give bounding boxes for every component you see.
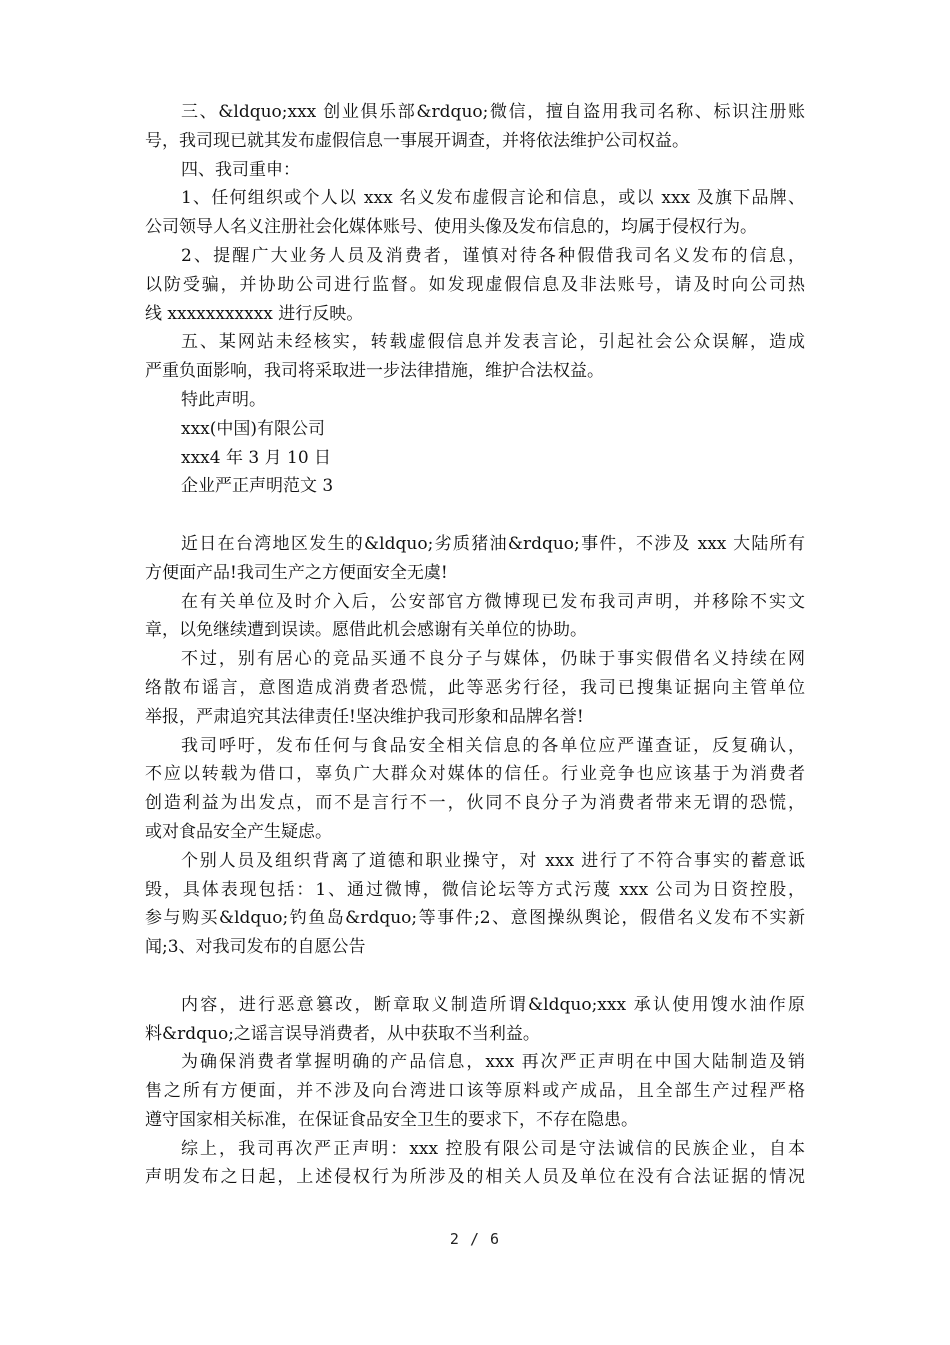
- text-line: 三、&ldquo;xxx 创业俱乐部&rdquo;微信，擅自盗用我司名称、标识注册账: [181, 102, 805, 122]
- text-line: 方便面产品!我司生产之方便面安全无虞!: [145, 562, 448, 583]
- text-line: 举报，严肃追究其法律责任!坚决维护我司形象和品牌名誉!: [145, 706, 584, 727]
- text-line: 创造利益为出发点，而不是言行不一，伙同不良分子为消费者带来无谓的恐慌，: [145, 793, 805, 814]
- text-line: 以防受骗，并协助公司进行监督。如发现虚假信息及非法账号，请及时向公司热: [145, 274, 805, 295]
- text-line: 个别人员及组织背离了道德和职业操守，对 xxx 进行了不符合事实的蓄意诋: [181, 850, 805, 871]
- text-line: 络散布谣言，意图造成消费者恐慌，此等恶劣行径，我司已搜集证据向主管单位: [145, 677, 805, 698]
- text-line: 在有关单位及时介入后，公安部官方微博现已发布我司声明，并移除不实文: [181, 591, 805, 612]
- text-line: 公司领导人名义注册社会化媒体账号、使用头像及发布信息的，均属于侵权行为。: [145, 217, 757, 238]
- text-line: 五、某网站未经核实，转载虚假信息并发表言论，引起社会公众误解，造成: [181, 332, 805, 353]
- text-line: 不应以转载为借口，辜负广大群众对媒体的信任。行业竞争也应该基于为消费者: [145, 764, 805, 785]
- text-line: 我司呼吁，发布任何与食品安全相关信息的各单位应严谨查证，反复确认，: [181, 735, 805, 756]
- text-line: 声明发布之日起，上述侵权行为所涉及的相关人员及单位在没有合法证据的情况: [145, 1167, 805, 1188]
- text-line: 毁，具体表现包括：1、通过微博，微信论坛等方式污蔑 xxx 公司为日资控股，: [145, 879, 805, 900]
- text-line: xxx4 年 3 月 10 日: [181, 447, 332, 468]
- text-line: 综上，我司再次严正声明：xxx 控股有限公司是守法诚信的民族企业，自本: [181, 1138, 805, 1159]
- text-line: 内容，进行恶意篡改，断章取义制造所谓&ldquo;xxx 承认使用馊水油作原: [181, 994, 805, 1015]
- text-line: 闻;3、对我司发布的自愿公告: [145, 937, 366, 958]
- text-line: 号，我司现已就其发布虚假信息一事展开调查，并将依法维护公司权益。: [145, 130, 689, 151]
- paragraph-gap: [145, 501, 805, 530]
- document-body: [145, 98, 805, 1192]
- text-line: 特此声明。: [181, 389, 266, 410]
- text-line: 或对食品安全产生疑虑。: [145, 821, 332, 842]
- text-line: 严重负面影响，我司将采取进一步法律措施，维护合法权益。: [145, 361, 604, 382]
- text-line: 为确保消费者掌握明确的产品信息，xxx 再次严正声明在中国大陆制造及销: [181, 1052, 805, 1073]
- text-line: 线 xxxxxxxxxxx 进行反映。: [145, 303, 364, 324]
- text-line: 企业严正声明范文 3: [181, 476, 334, 497]
- text-line: 2、提醒广大业务人员及消费者，谨慎对待各种假借我司名义发布的信息，: [181, 245, 805, 266]
- page-number: 2 / 6: [449, 1230, 501, 1248]
- text-line: 参与购买&ldquo;钓鱼岛&rdquo;等事件;2、意图操纵舆论，假借名义发布不实新: [145, 908, 805, 929]
- text-line: 不过，别有居心的竞品买通不良分子与媒体，仍昧于事实假借名义持续在网: [181, 649, 805, 670]
- text-line: 四、我司重申：: [181, 159, 300, 180]
- paragraph-gap: [145, 962, 805, 991]
- text-line: 1、任何组织或个人以 xxx 名义发布虚假言论和信息，或以 xxx 及旗下品牌、: [181, 188, 805, 209]
- text-line: 章，以免继续遭到误读。愿借此机会感谢有关单位的协助。: [145, 620, 587, 641]
- text-line: 遵守国家相关标准，在保证食品安全卫生的要求下，不存在隐患。: [145, 1109, 638, 1130]
- text-line: xxx(中国)有限公司: [181, 418, 326, 439]
- text-line: 近日在台湾地区发生的&ldquo;劣质猪油&rdquo;事件，不涉及 xxx 大陆所有: [181, 533, 805, 554]
- text-line: 料&rdquo;之谣言误导消费者，从中获取不当利益。: [145, 1023, 540, 1044]
- text-line: 售之所有方便面，并不涉及向台湾进口该等原料或产成品，且全部生产过程严格: [145, 1081, 805, 1102]
